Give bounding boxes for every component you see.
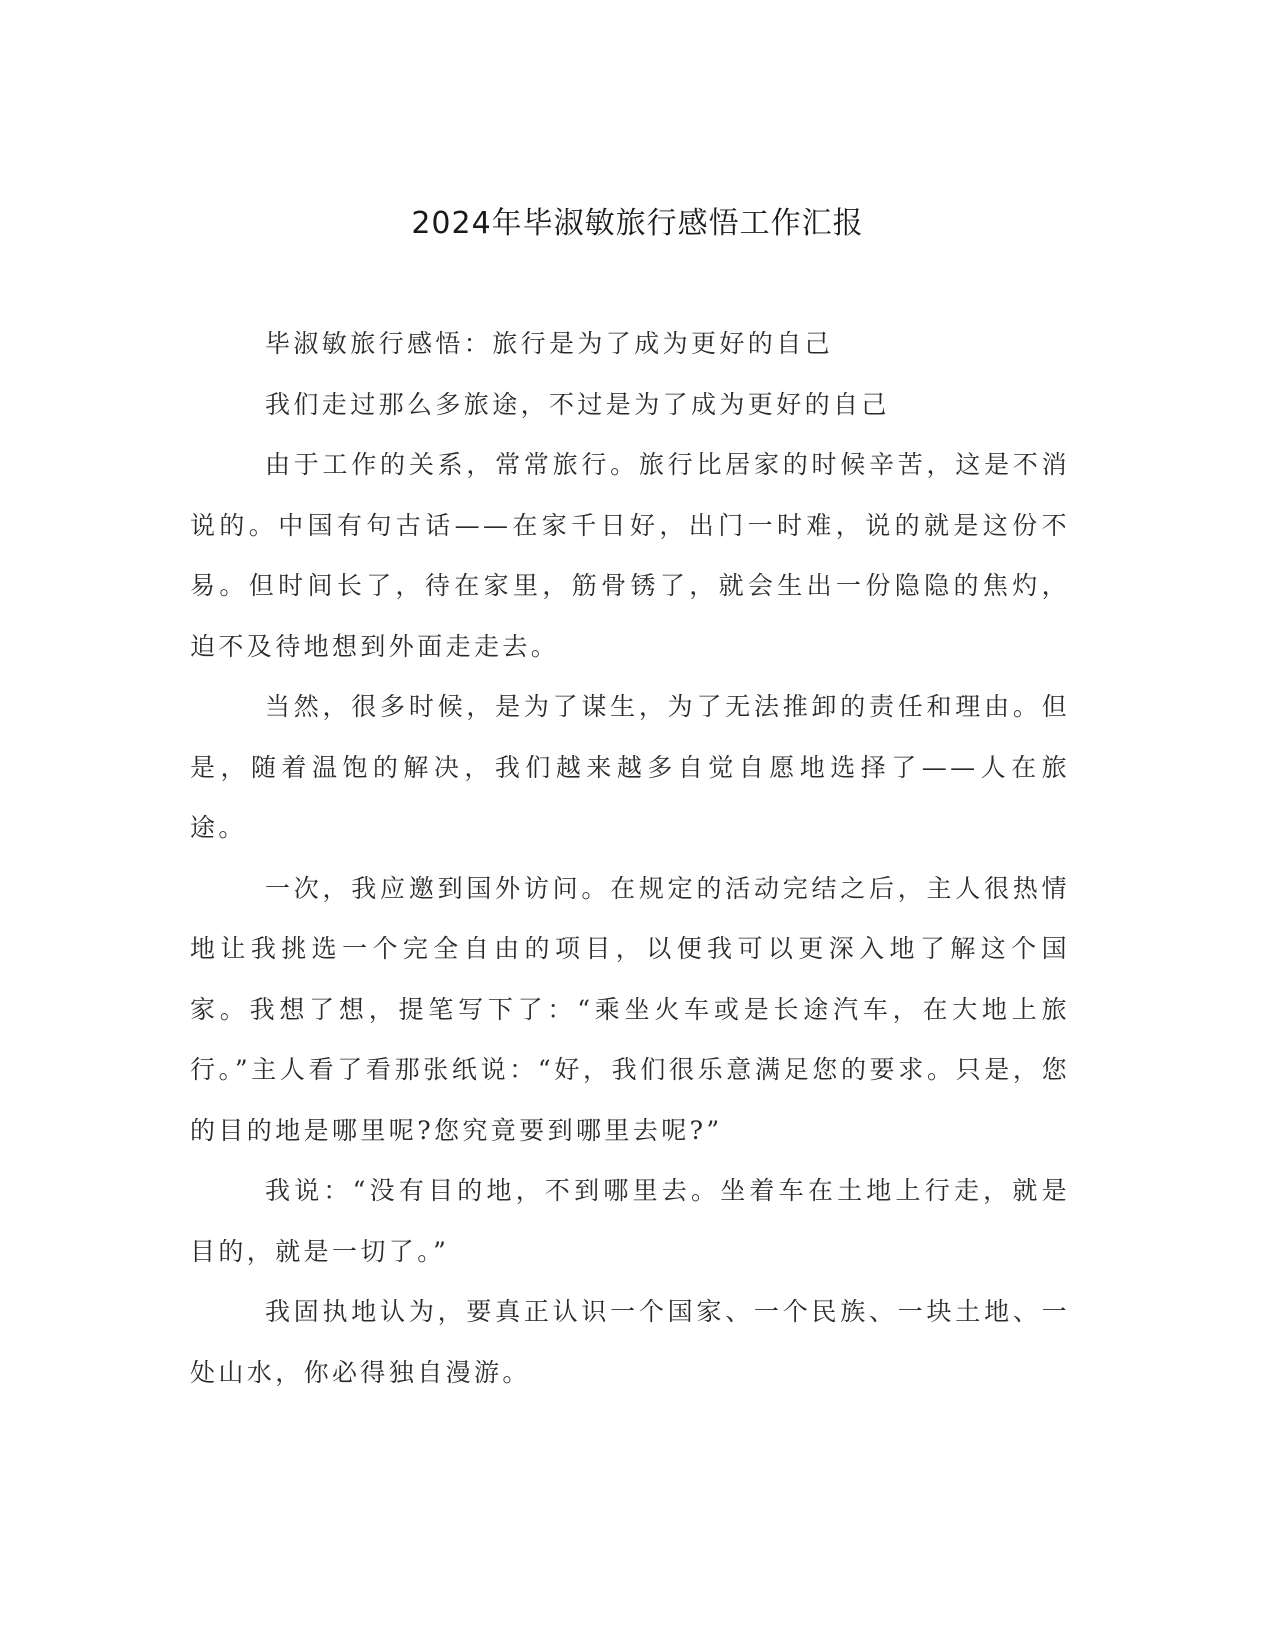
- document-body: [190, 314, 1070, 1403]
- paragraph-subtitle: 毕淑敏旅行感悟：旅行是为了成为更好的自己: [265, 329, 834, 358]
- paragraph-work-travel: 由于工作的关系，常常旅行。旅行比居家的时候辛苦，这是不消说的。中国有句古话——在家千日好，出门一时难，说的就是这份不易。但时间长了，待在家里，筋骨锈了，就会生出一份隐隐的焦灼，迫不及待地想到外面走走去。: [190, 450, 1070, 661]
- paragraph-wander-alone: 我固执地认为，要真正认识一个国家、一个民族、一块土地、一处山水，你必得独自漫游。: [190, 1297, 1070, 1387]
- paragraph-tagline: 我们走过那么多旅途，不过是为了成为更好的自己: [265, 389, 890, 419]
- paragraph-livelihood: 当然，很多时候，是为了谋生，为了无法推卸的责任和理由。但是，随着温饱的解决，我们越来越多自觉自愿地选择了——人在旅途。: [190, 692, 1070, 842]
- paragraph-foreign-visit: 一次，我应邀到国外访问。在规定的活动完结之后，主人很热情地让我挑选一个完全自由的项目，以便我可以更深入地了解这个国家。我想了想，提笔写下了：“乘坐火车或是长途汽车，在大地上旅行。”主人看了看那张纸说：“好，我们很乐意满足您的要求。只是，您的目的地是哪里呢?您究竟要到哪里去呢?”: [190, 873, 1070, 1145]
- document-title: 2024年毕淑敏旅行感悟工作汇报: [411, 206, 864, 241]
- paragraph-no-destination: 我说：“没有目的地，不到哪里去。坐着车在土地上行走，就是目的，就是一切了。”: [190, 1176, 1070, 1266]
